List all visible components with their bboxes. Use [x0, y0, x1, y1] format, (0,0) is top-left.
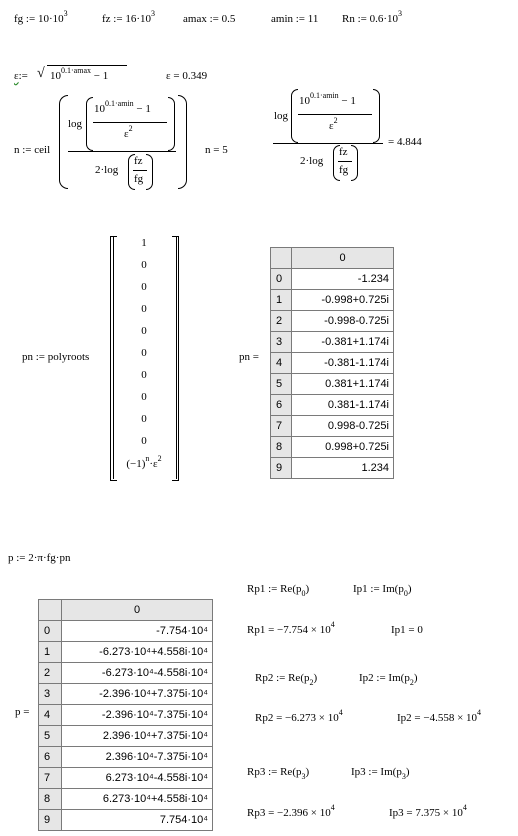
table-row[interactable]	[271, 332, 394, 353]
def-epsilon[interactable]: ε:=	[14, 70, 28, 82]
table-row[interactable]	[271, 269, 394, 290]
pn-table-label: pn =	[239, 351, 259, 363]
table-row[interactable]	[271, 374, 394, 395]
paren-right	[146, 154, 153, 190]
row-value[interactable]: 0.998+0.725i	[292, 437, 394, 458]
table-row[interactable]	[39, 642, 213, 663]
table-row[interactable]	[271, 458, 394, 479]
row-index: 4	[39, 705, 62, 726]
frac-line	[273, 143, 383, 144]
table-row[interactable]	[39, 810, 213, 831]
table-row[interactable]	[271, 437, 394, 458]
frac-line	[93, 122, 167, 123]
row-value[interactable]: 0.998-0.725i	[292, 416, 394, 437]
frac-line	[68, 151, 176, 152]
coeff-entry: 0	[141, 435, 147, 447]
matrix-bracket-right-inner	[174, 236, 177, 479]
row-index: 7	[271, 416, 292, 437]
rp2-def[interactable]: Rp2 := $Re(p_2)$	[255, 672, 318, 687]
num-power: $10^{0.1\cdot amin} - 1$	[94, 99, 151, 115]
table-column-header: 0	[292, 248, 394, 269]
table-row[interactable]	[39, 789, 213, 810]
row-value[interactable]: -6.273·10⁴+4.558i·10⁴	[62, 642, 213, 663]
row-value[interactable]: -0.381-1.174i	[292, 353, 394, 374]
table-row[interactable]	[39, 726, 213, 747]
coeff-entry: 0	[141, 347, 147, 359]
eval-result: = 4.844	[388, 136, 422, 148]
row-index: 3	[271, 332, 292, 353]
table-row[interactable]	[39, 684, 213, 705]
row-index: 2	[271, 311, 292, 332]
def-fg[interactable]: fg := $10\cdot 10^3$	[14, 9, 68, 25]
row-index: 2	[39, 663, 62, 684]
eval-den-log: 2·log	[300, 155, 324, 167]
row-index: 8	[39, 789, 62, 810]
eval-log: log	[274, 110, 289, 122]
coeff-entry: 0	[141, 325, 147, 337]
eval-fg: fg	[339, 164, 349, 176]
row-value[interactable]: 0.381-1.174i	[292, 395, 394, 416]
def-n-lhs[interactable]: n := ceil	[14, 144, 51, 156]
rp3-def[interactable]: Rp3 := $Re(p_3)$	[247, 766, 310, 781]
row-index: 6	[271, 395, 292, 416]
rp1-result: $Rp1 = -7.754 \times 10^4$	[247, 620, 335, 636]
p-result-table[interactable]	[38, 599, 213, 831]
coeff-entry: 0	[141, 391, 147, 403]
paren-right	[351, 145, 358, 181]
paren-right	[373, 89, 380, 143]
table-row[interactable]	[39, 663, 213, 684]
row-value[interactable]: 2.396·10⁴-7.375i·10⁴	[62, 747, 213, 768]
row-value[interactable]: 6.273·10⁴+4.558i·10⁴	[62, 789, 213, 810]
def-rn[interactable]: Rn := $0.6\cdot 10^3$	[342, 9, 403, 25]
ip3-def[interactable]: Ip3 := $Im(p_3)$	[351, 766, 410, 781]
table-corner	[39, 600, 62, 621]
row-index: 5	[39, 726, 62, 747]
row-index: 4	[271, 353, 292, 374]
row-value[interactable]: -1.234	[292, 269, 394, 290]
row-index: 6	[39, 747, 62, 768]
table-row[interactable]	[271, 353, 394, 374]
den-fz: fz	[134, 155, 143, 167]
p-table-label: p =	[15, 706, 30, 718]
rp3-result: $Rp3 = -2.396 \times 10^4$	[247, 803, 335, 819]
table-row[interactable]	[271, 395, 394, 416]
rp1-def[interactable]: Rp1 := $Re(p_0)$	[247, 583, 310, 598]
row-index: 8	[271, 437, 292, 458]
table-row[interactable]	[271, 290, 394, 311]
table-row[interactable]	[39, 705, 213, 726]
epsilon-radicand: $10^{0.1\cdot amax} - 1$	[50, 66, 109, 82]
ip2-def[interactable]: Ip2 := $Im(p_2)$	[359, 672, 418, 687]
row-index: 5	[271, 374, 292, 395]
pn-def-lhs[interactable]: pn := polyroots	[22, 351, 90, 363]
table-column-header: 0	[62, 600, 213, 621]
p-def[interactable]: p := 2·π·fg·pn	[8, 552, 71, 564]
frac-line	[133, 170, 147, 171]
table-row[interactable]	[271, 416, 394, 437]
frac-line	[338, 161, 352, 162]
row-index: 3	[39, 684, 62, 705]
table-row[interactable]	[39, 621, 213, 642]
coeff-entry: 0	[141, 281, 147, 293]
row-value[interactable]: -7.754·10⁴	[62, 621, 213, 642]
sqrt-icon: √	[37, 66, 45, 81]
den-log: 2·log	[95, 164, 119, 176]
row-value[interactable]: -2.396·10⁴-7.375i·10⁴	[62, 705, 213, 726]
ip3-result: $Ip3 = 7.375 \times 10^4$	[389, 803, 467, 819]
eval-fz: fz	[339, 146, 348, 158]
n-result: n = 5	[205, 144, 228, 156]
paren-right	[168, 97, 175, 151]
den-fg: fg	[134, 173, 144, 185]
pn-result-table[interactable]	[270, 247, 394, 479]
row-index: 1	[271, 290, 292, 311]
row-value[interactable]: 0.381+1.174i	[292, 374, 394, 395]
ip2-result: $Ip2 = -4.558 \times 10^4$	[397, 708, 482, 724]
row-value[interactable]: -0.381+1.174i	[292, 332, 394, 353]
coeff-entry: 0	[141, 259, 147, 271]
eval-eps2: $\varepsilon^2$	[329, 116, 338, 132]
row-value[interactable]: 2.396·10⁴+7.375i·10⁴	[62, 726, 213, 747]
coeff-entry: 1	[141, 237, 147, 249]
coeff-entry: 0	[141, 369, 147, 381]
row-index: 1	[39, 642, 62, 663]
row-index: 9	[271, 458, 292, 479]
paren-right	[178, 95, 187, 189]
def-fz[interactable]: fz := $16\cdot 10^3$	[102, 9, 155, 25]
row-value[interactable]: 1.234	[292, 458, 394, 479]
row-index: 9	[39, 810, 62, 831]
row-value[interactable]: -6.273·10⁴-4.558i·10⁴	[62, 663, 213, 684]
coeff-entry: 0	[141, 413, 147, 425]
epsilon-result: ε = 0.349	[166, 70, 208, 82]
table-row[interactable]	[39, 747, 213, 768]
row-index: 7	[39, 768, 62, 789]
table-corner	[271, 248, 292, 269]
num-log: log	[68, 118, 83, 130]
row-index: 0	[39, 621, 62, 642]
row-index: 0	[271, 269, 292, 290]
paren-left	[59, 95, 68, 189]
table-row[interactable]	[39, 768, 213, 789]
eval-power: $10^{0.1\cdot amin} - 1$	[299, 91, 356, 107]
row-value[interactable]: -0.998+0.725i	[292, 290, 394, 311]
row-value[interactable]: 7.754·10⁴	[62, 810, 213, 831]
row-value[interactable]: 6.273·10⁴-4.558i·10⁴	[62, 768, 213, 789]
num-eps2: $\varepsilon^2$	[124, 124, 133, 140]
coeff-last: $(-1)^n\cdot\varepsilon^2$	[126, 454, 162, 470]
rp2-result: $Rp2 = -6.273 \times 10^4$	[255, 708, 343, 724]
def-amax[interactable]: amax := 0.5	[183, 13, 236, 25]
row-value[interactable]: -2.396·10⁴+7.375i·10⁴	[62, 684, 213, 705]
paren-left	[86, 97, 93, 151]
row-value[interactable]: -0.998-0.725i	[292, 311, 394, 332]
ip1-def[interactable]: Ip1 := $Im(p_0)$	[353, 583, 412, 598]
ip1-result: Ip1 = 0	[391, 624, 423, 636]
paren-left	[291, 89, 298, 143]
table-row[interactable]	[271, 311, 394, 332]
frac-line	[298, 114, 372, 115]
coeff-entry: 0	[141, 303, 147, 315]
def-amin[interactable]: amin := 11	[271, 13, 319, 25]
